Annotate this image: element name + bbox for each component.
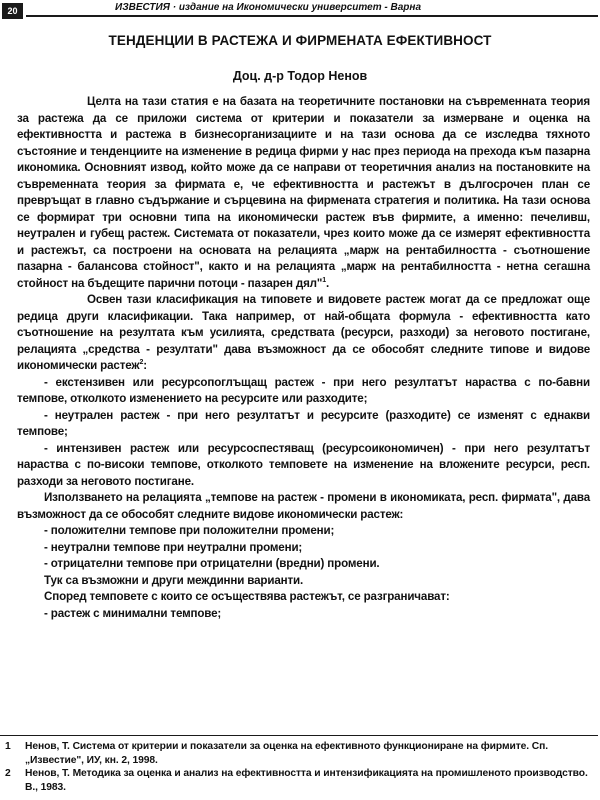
footnote-marker: 1 bbox=[5, 741, 11, 752]
footnote-text: Ненов, Т. Система от критерии и показатели за оценка на ефективното функциониране на фирмите. Сп. „Известие", ИУ, кн. 2, 1998. bbox=[25, 741, 549, 766]
paragraph-2 bbox=[17, 292, 590, 375]
paragraph-2-text: Освен тази класификация на типовете и видовете растеж могат да се предложат още редица други класификации. Така например, от най-общата формула - ефективността като съотношение на резултата към усилията, средствата (ресурси, разходи) за неговото постигане, релацията „средства - резултати" дава възможност да се обособят следните типове и видове икономически растеж bbox=[17, 293, 590, 372]
list-item: - растеж с минимални темпове; bbox=[44, 606, 222, 620]
list-item: - неутрални темпове при неутрални промени; bbox=[44, 540, 303, 554]
page-header bbox=[0, 0, 600, 20]
footnote-2 bbox=[5, 767, 590, 794]
text-line: Според темповете с които се осъществява растежът, се разграничават: bbox=[44, 590, 450, 603]
list-item: - неутрален растеж - при него резултатът и ресурсите (разходите) се изменят с еднакви темпове; bbox=[17, 408, 590, 438]
paragraph-3: Използването на релацията „темпове на растеж - промени в икономиката, респ. фирмата", дава възможност да се обособят следните видове икономически растеж: bbox=[17, 491, 590, 521]
footnote-rule bbox=[0, 735, 598, 736]
list-item: - екстензивен или ресурсопоглъщащ растеж - при него резултатът нараства с по-бавни темпове, отколкото изменението на ресурсите или разходите; bbox=[17, 375, 590, 405]
running-head: ИЗВЕСТИЯ · издание на Икономически университет - Варна bbox=[115, 2, 422, 13]
page-number: 20 bbox=[2, 3, 23, 19]
text-line: Тук са възможни и други междинни варианти. bbox=[44, 573, 304, 587]
footnote-1 bbox=[5, 740, 590, 767]
header-rule bbox=[26, 15, 598, 17]
list-item: - положителни темпове при положителни промени; bbox=[44, 524, 335, 537]
footnote-text: Ненов, Т. Методика за оценка и анализ на ефективността и интензификацията на промишленото производство. В., 1983. bbox=[25, 768, 588, 793]
paragraph-1: Целта на тази статия е на базата на теоретичните постановки на съвременната теория за растежа да се приложи система от критерии и показатели за измерване и оценка на ефективността и растежа в бизнесорганизациите и на тази основа да се изследва тяхното състояние и тенденциите на изменение в редица фирми у нас през периода на прехода към пазарна икономика. Основният извод, който може да се направи от теоретичния анализ на постановките на съвременната теория за фирмата е, че ефективността и растежът в дългосрочен план се превръщат в главно съдържание и сърцевина на фирмената стратегия и политика. На тази основа се формират три основни типа на икономически растеж във фирмите, а именно: печеливш, неутрален и губещ растеж. Системата от показатели, чрез които може да се измерят ефективността и растежът, са построени на основата на релацията „марж на рентабилността - съотношение пазарна - балансова стойност", както и на релацията „марж на рентабилността - нетна сегашна стойност на бъдещите парични потоци - пазарен дял"$^1$. bbox=[17, 95, 590, 290]
article-author: Доц. д-р Тодор Ненов bbox=[232, 69, 368, 83]
footnotes bbox=[5, 740, 590, 794]
list-item: - отрицателни темпове при отрицателни (вредни) промени. bbox=[44, 557, 380, 570]
footnote-ref-1: 1 bbox=[322, 276, 326, 284]
paragraph-1-text: Целта на тази статия е на базата на теоретичните постановки на съвременната теория за растежа да се приложи система от критерии и показатели за измерване и оценка на ефективността и растежа в бизнесорганизациите и на тази основа да се изследва тяхното състояние и тенденциите на изменение в редица фирми у нас през периода на прехода към пазарна икономика. Основният извод, който може да се направи от теоретичния анализ на постановките на съвременната теория за фирмата е, че ефективността и растежът в дългосрочен план се превръщат в главно съдържание и сърцевина на фирмената стратегия и политика. На тази основа се формират три основни типа на икономически растеж във фирмите, а именно: печеливш, неутрален и губещ растеж. Системата от показатели, чрез които може да се измерят ефективността и растежът, са построени на основата на релацията „марж на рентабилността - съотношение пазарна - балансова стойност", както и на релацията „марж на рентабилността - нетна сегашна стойност на бъдещите парични потоци - пазарен дял" bbox=[17, 95, 590, 290]
article-body bbox=[17, 94, 590, 622]
footnote-ref-2: 2 bbox=[139, 359, 144, 367]
list-item: - интензивен растеж или ресурсоспестяващ (ресурсоикономичен) - при него резултатът нараства с по-високи темпове, отколкото темповете на изменение на вложените ресурси, респ. разходи за неговото постигане. bbox=[17, 441, 590, 488]
article-title: ТЕНДЕНЦИИ В РАСТЕЖА И ФИРМЕНАТА ЕФЕКТИВНОСТ bbox=[108, 33, 492, 48]
footnote-marker: 2 bbox=[5, 768, 11, 779]
paragraph-2-end: : bbox=[143, 359, 147, 372]
